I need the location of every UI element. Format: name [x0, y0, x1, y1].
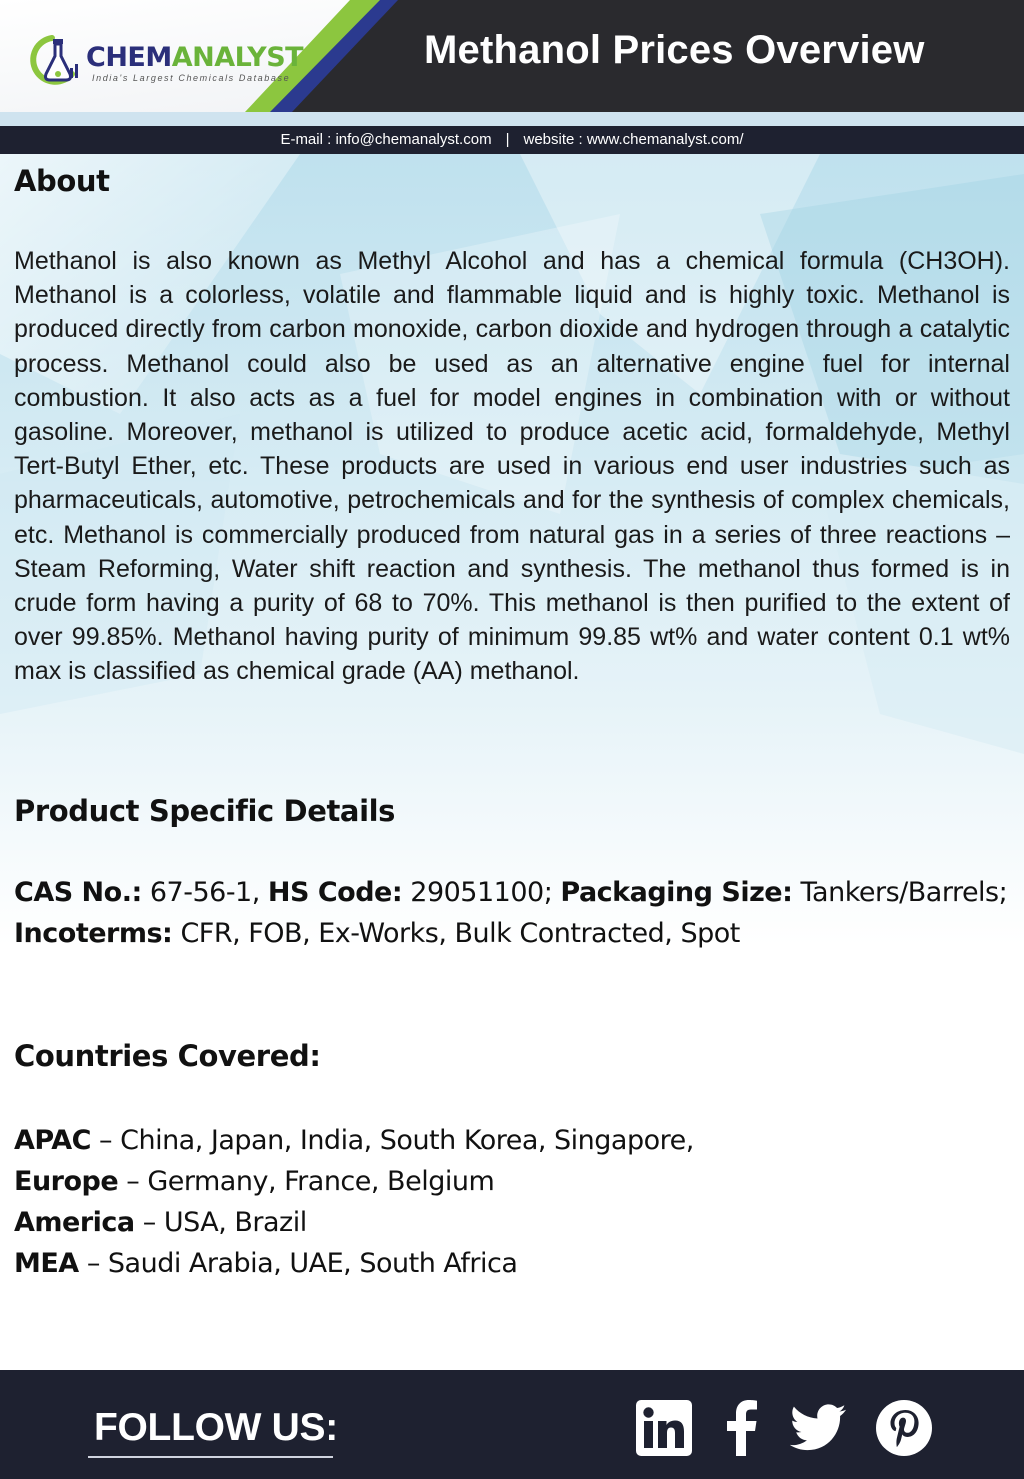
flask-logo-icon — [22, 30, 92, 90]
page-title: Methanol Prices Overview — [424, 28, 925, 72]
region-countries: – Germany, France, Belgium — [126, 1166, 495, 1197]
hs-label: HS Code: — [267, 877, 403, 908]
follow-us-label: FOLLOW US: — [94, 1406, 338, 1449]
region-countries: – Saudi Arabia, UAE, South Africa — [86, 1248, 518, 1279]
contact-separator: | — [505, 131, 510, 148]
linkedin-link[interactable] — [636, 1400, 692, 1456]
region-row — [14, 1243, 1010, 1284]
packaging-label: Packaging Size: — [560, 877, 793, 908]
logo-wordmark: CHEMANALYST — [86, 42, 304, 73]
region-name: America — [14, 1207, 135, 1238]
linkedin-icon — [636, 1400, 692, 1456]
region-row — [14, 1202, 1010, 1243]
product-details-heading: Product Specific Details — [14, 794, 396, 828]
region-row — [14, 1120, 1010, 1161]
region-row — [14, 1161, 1010, 1202]
facebook-icon — [724, 1400, 758, 1456]
countries-heading: Countries Covered: — [14, 1039, 321, 1073]
region-name: APAC — [14, 1125, 91, 1156]
twitter-link[interactable] — [790, 1404, 846, 1460]
chemanalyst-logo[interactable] — [22, 30, 304, 90]
pinterest-icon — [876, 1400, 932, 1456]
page-footer — [0, 1370, 1024, 1479]
pinterest-link[interactable] — [876, 1400, 932, 1456]
region-name: MEA — [14, 1248, 79, 1279]
follow-underline — [88, 1456, 333, 1458]
incoterms-label: Incoterms: — [14, 918, 173, 949]
product-details — [14, 872, 1010, 954]
logo-tagline: India's Largest Chemicals Database — [92, 73, 291, 83]
contact-bar — [0, 126, 1024, 154]
about-heading: About — [14, 164, 110, 198]
cas-value: 67-56-1, — [149, 877, 260, 908]
region-countries: – China, Japan, India, South Korea, Singapore, — [99, 1125, 694, 1156]
region-name: Europe — [14, 1166, 119, 1197]
website-link[interactable]: website : www.chemanalyst.com/ — [523, 131, 744, 148]
twitter-icon — [790, 1404, 846, 1452]
cas-label: CAS No.: — [14, 877, 142, 908]
regions-list — [14, 1120, 1010, 1284]
page-header — [0, 0, 1024, 126]
hs-value: 29051100; — [410, 877, 553, 908]
about-paragraph: Methanol is also known as Methyl Alcohol and has a chemical formula (CH3OH). Methanol is a colorless, volatile and flammable liquid and is highly toxic. Methanol is produced directly from carbon monoxide, carbon dioxide and hydrogen through a catalytic process. Methanol could also be used as an alternative engine fuel for internal combustion. It also acts as a fuel for model engines in combination with or without gasoline. Moreover, methanol is utilized to produce acetic acid, formaldehyde, Methyl Tert-Butyl Ether, etc. These products are used in various end user industries such as pharmaceuticals, automotive, petrochemicals and for the synthesis of complex chemicals, etc. Methanol is commercially produced from natural gas in a series of three reactions – Steam Reforming, Water shift reaction and synthesis. The methanol thus formed is in crude form having a purity of 68 to 70%. This methanol is then purified to the extent of over 99.85%. Methanol having purity of minimum 99.85 wt% and water content 0.1 wt% max is classified as chemical grade (AA) methanol. — [14, 247, 1010, 686]
packaging-value: Tankers/Barrels; — [800, 877, 1008, 908]
region-countries: – USA, Brazil — [142, 1207, 307, 1238]
facebook-link[interactable] — [724, 1400, 758, 1456]
incoterms-value: CFR, FOB, Ex-Works, Bulk Contracted, Spot — [180, 918, 740, 949]
email-link[interactable]: E-mail : info@chemanalyst.com — [280, 131, 492, 148]
